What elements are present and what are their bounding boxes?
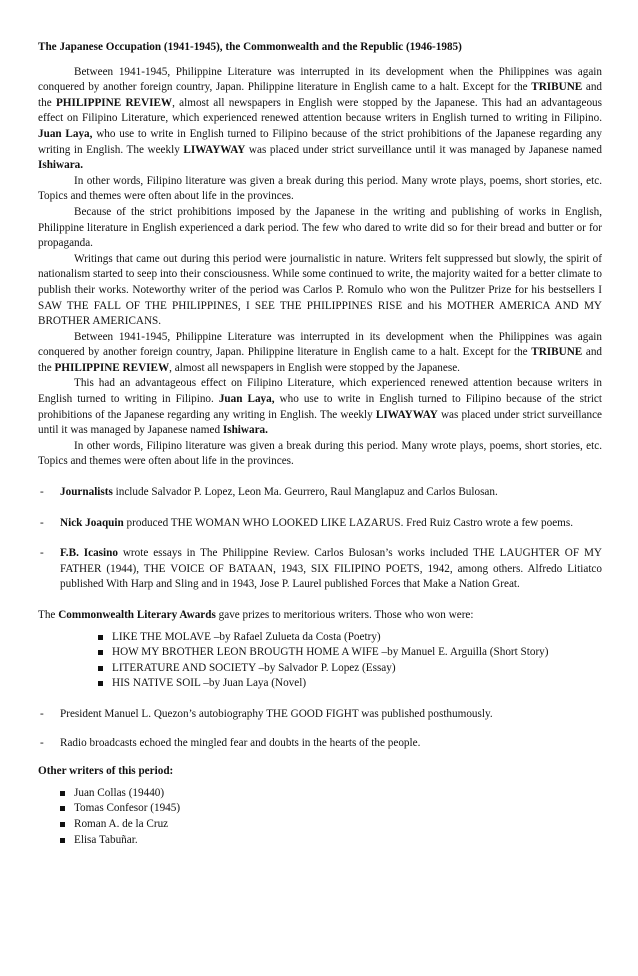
list-item: HIS NATIVE SOIL –by Juan Laya (Novel) (96, 676, 602, 692)
square-bullet-icon (58, 801, 74, 817)
awards-intro: The Commonwealth Literary Awards gave prizes to meritorious writers. Those who won were: (38, 609, 474, 621)
list-item: Roman A. de la Cruz (58, 817, 602, 833)
list-item: LITERATURE AND SOCIETY –by Salvador P. Lopez (Essay) (96, 661, 602, 677)
list-item: Juan Collas (19440) (58, 786, 602, 802)
list-item: - President Manuel L. Quezon’s autobiography THE GOOD FIGHT was published posthumously. (38, 707, 602, 723)
square-bullet-icon (96, 676, 112, 692)
list-item: HOW MY BROTHER LEON BROUGTH HOME A WIFE –by Manuel E. Arguilla (Short Story) (96, 645, 602, 661)
list-item: Elisa Tabuñar. (58, 833, 602, 849)
other-writers-heading: Other writers of this period: (38, 765, 174, 778)
list-item: Tomas Confesor (1945) (58, 801, 602, 817)
dash-marker: - (40, 547, 44, 560)
paragraph-1: Between 1941-1945, Philippine Literature was interrupted in its development when the Philippines was again conquered by another foreign country, Japan. Philippine literature in English came to a halt. Except for the TRIBUNE and the PHILIPPINE REVIEW, almost all newspapers in English were stopped by the Japanese. This had an advantageous effect on Filipino Literature, which experienced renewed attention because writers in English turned to writing in Filipino. Juan Laya, who use to write in English turned to Filipino because of the strict prohibitions of the Japanese regarding any writing in English. The weekly LIWAYWAY was placed under strict surveillance until it was managed by Japanese named Ishiwara. (38, 65, 603, 172)
list-item: - F.B. Icasino wrote essays in The Philippine Review. Carlos Bulosan’s works included THE LAUGHTER OF MY FATHER (1944), THE VOICE OF BATAAN, 1943, SIX FILIPINO POETS, 1942, among others. Alfredo Litiatco published With Harp and Sling and in 1943, Jose P. Laurel published Forces that Make a Nation Great. (38, 546, 602, 593)
section-heading: The Japanese Occupation (1941-1945), the Commonwealth and the Republic (1946-1985) (38, 41, 462, 53)
other-writers-list (38, 786, 602, 848)
square-bullet-icon (96, 645, 112, 661)
paragraph-6: This had an advantageous effect on Filipino Literature, which experienced renewed attention because writers in English turned to writing in Filipino. Juan Laya, who use to write in English turned to Filipino because of the strict prohibitions of the Japanese regarding any writing in English. The weekly LIWAYWAY was placed under strict surveillance until it was managed by Japanese named Ishiwara. (38, 377, 602, 437)
list-item: - Radio broadcasts echoed the mingled fear and doubts in the hearts of the people. (38, 736, 602, 752)
dash-marker: - (40, 707, 44, 720)
square-bullet-icon (96, 630, 112, 646)
square-bullet-icon (58, 833, 74, 849)
dash-marker: - (40, 736, 44, 749)
square-bullet-icon (96, 661, 112, 677)
paragraph-4: Writings that came out during this period were journalistic in nature. Writers felt suppressed but slowly, the spirit of nationalism started to seep into their consciousness. While some continued to write, the majority waited for a better climate to publish their works. Noteworthy writer of the period was Carlos P. Romulo who won the Pulitzer Prize for his bestsellers I SAW THE FALL OF THE PHILIPPINES, I SEE THE PHILIPPINES RISE and his MOTHER AMERICA AND MY BROTHER AMERICANS. (38, 252, 602, 328)
dash-marker: - (40, 516, 44, 529)
paragraph-3: Because of the strict prohibitions imposed by the Japanese in the writing and publishing of works in English, Philippine literature in English experienced a dark period. The few who dared to write did so for their bread and butter or for propaganda. (38, 205, 602, 250)
square-bullet-icon (58, 786, 74, 802)
list-item: - Journalists include Salvador P. Lopez, Leon Ma. Geurrero, Raul Manglapuz and Carlos Bulosan. (38, 485, 602, 501)
events-dash-list (38, 707, 602, 751)
square-bullet-icon (58, 817, 74, 833)
body-paragraphs (38, 65, 602, 470)
awards-list (38, 630, 602, 692)
dash-marker: - (40, 486, 44, 499)
writers-dash-list (38, 485, 602, 593)
paragraph-2: In other words, Filipino literature was given a break during this period. Many wrote plays, poems, short stories, etc. Topics and themes were often about life in the provinces. (38, 174, 602, 203)
list-item: LIKE THE MOLAVE –by Rafael Zulueta da Costa (Poetry) (96, 630, 602, 646)
paragraph-7: In other words, Filipino literature was given a break during this period. Many wrote plays, poems, short stories, etc. Topics and themes were often about life in the provinces. (38, 439, 602, 468)
list-item: - Nick Joaquin produced THE WOMAN WHO LOOKED LIKE LAZARUS. Fred Ruiz Castro wrote a few poems. (38, 516, 602, 532)
paragraph-5: Between 1941-1945, Philippine Literature was interrupted in its development when the Philippines was again conquered by another foreign country, Japan. Philippine literature in English came to a halt. Except for the TRIBUNE and the PHILIPPINE REVIEW, almost all newspapers in English were stopped by the Japanese. (38, 330, 603, 374)
